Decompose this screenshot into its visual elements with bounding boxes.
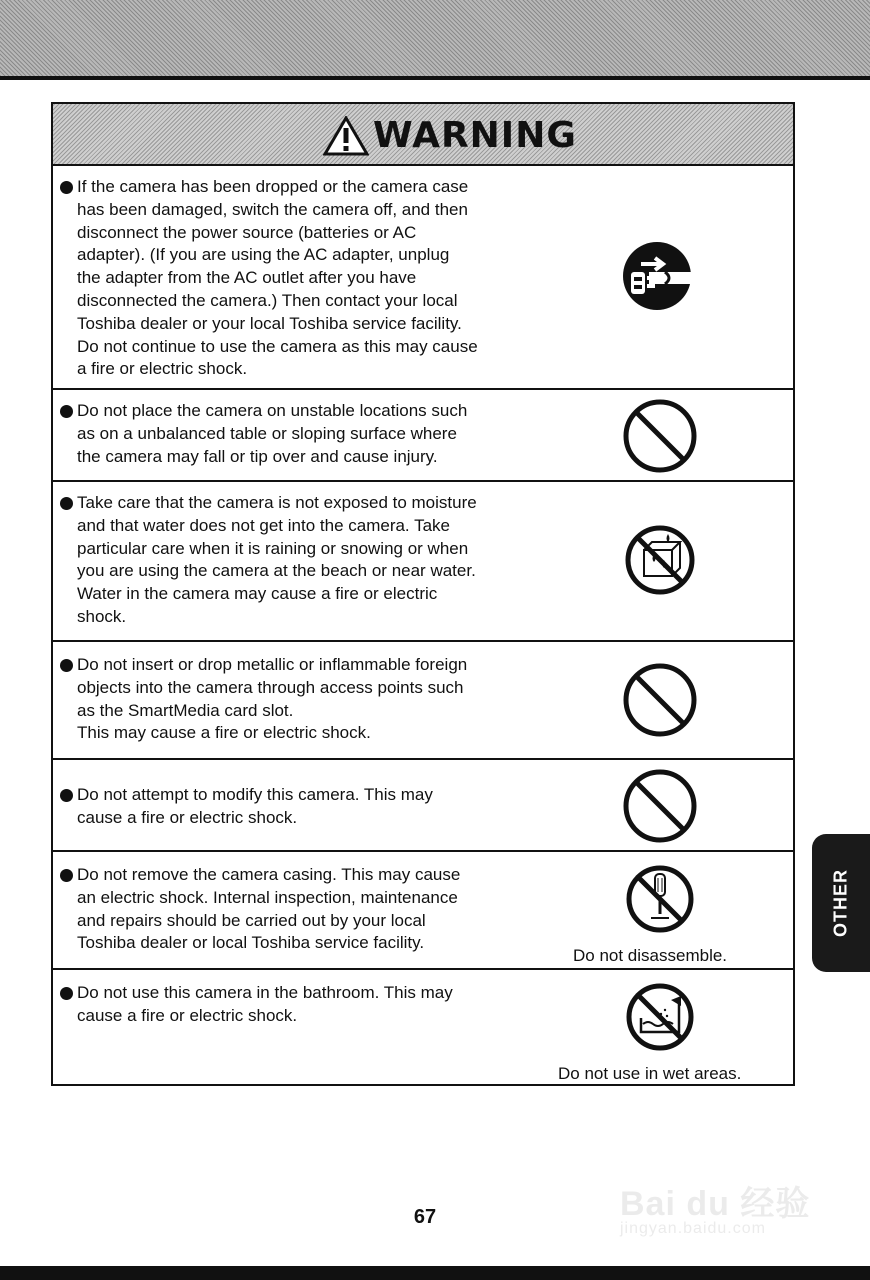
text-line: Toshiba dealer or local Toshiba service facility. bbox=[77, 933, 425, 953]
text-line: Do not attempt to modify this camera. This may bbox=[77, 785, 433, 804]
text-line: and repairs should be carried out by your local bbox=[77, 910, 426, 930]
warning-row-7 bbox=[53, 970, 793, 1086]
text-line: as on a unbalanced table or sloping surface where bbox=[77, 423, 457, 443]
warning-header bbox=[53, 104, 793, 166]
text-line: Water in the camera may cause a fire or electric bbox=[77, 584, 438, 604]
bullet-icon bbox=[60, 405, 73, 418]
warning-text-6 bbox=[77, 864, 527, 955]
text-line: Do not place the camera on unstable locations such bbox=[77, 401, 468, 420]
no-water-icon bbox=[624, 524, 696, 596]
bullet-icon bbox=[60, 497, 73, 510]
top-rule bbox=[0, 76, 870, 80]
text-line: This may cause a fire or electric shock. bbox=[77, 723, 371, 743]
text-line: particular care when it is raining or snowing or when bbox=[77, 538, 469, 558]
text-line: has been damaged, switch the camera off, and then bbox=[77, 199, 468, 219]
text-line: a fire or electric shock. bbox=[77, 359, 248, 379]
warning-text-3 bbox=[77, 492, 527, 629]
bullet-icon bbox=[60, 869, 73, 882]
text-line: shock. bbox=[77, 606, 127, 626]
watermark-url: jingyan.baidu.com bbox=[620, 1220, 766, 1237]
text-line: the camera may fall or tip over and cause injury. bbox=[77, 446, 438, 466]
warning-text-7 bbox=[77, 982, 527, 1028]
warning-triangle-icon bbox=[323, 116, 369, 156]
warning-row-5 bbox=[53, 760, 793, 852]
text-line: an electric shock. Internal inspection, maintenance bbox=[77, 887, 458, 907]
text-line: cause a fire or electric shock. bbox=[77, 807, 298, 827]
text-line: disconnected the camera.) Then contact your local bbox=[77, 290, 458, 310]
text-line: Take care that the camera is not exposed to moisture bbox=[77, 493, 477, 512]
warning-row-3 bbox=[53, 482, 793, 642]
icon-caption: Do not disassemble. bbox=[573, 946, 728, 965]
prohibition-icon bbox=[622, 768, 698, 844]
bottom-rule bbox=[0, 1266, 870, 1280]
text-line: cause a fire or electric shock. bbox=[77, 1005, 298, 1025]
prohibition-icon bbox=[622, 662, 698, 738]
text-line: the adapter from the AC outlet after you have bbox=[77, 268, 417, 288]
text-line: adapter). (If you are using the AC adapter, unplug bbox=[77, 245, 450, 265]
watermark bbox=[620, 1150, 820, 1250]
section-tab-label: OTHER bbox=[830, 869, 851, 937]
no-wet-areas-icon bbox=[625, 982, 695, 1052]
text-line: Toshiba dealer or your local Toshiba service facility. bbox=[77, 313, 462, 333]
section-tab-other[interactable] bbox=[812, 834, 870, 972]
text-line: Do not remove the camera casing. This may cause bbox=[77, 865, 461, 884]
page-number: 67 bbox=[413, 1206, 437, 1228]
text-line: as the SmartMedia card slot. bbox=[77, 700, 294, 720]
warning-text-4 bbox=[77, 654, 527, 745]
watermark-brand: Bai du 经验 bbox=[620, 1185, 811, 1223]
warning-text-2 bbox=[77, 400, 527, 468]
warning-row-4 bbox=[53, 642, 793, 760]
warning-row-6 bbox=[53, 852, 793, 970]
text-line: you are using the camera at the beach or near water. bbox=[77, 561, 476, 581]
unplug-icon bbox=[621, 240, 693, 312]
text-line: Do not insert or drop metallic or inflammable foreign bbox=[77, 655, 468, 674]
text-line: Do not use this camera in the bathroom. This may bbox=[77, 983, 453, 1002]
bullet-icon bbox=[60, 789, 73, 802]
top-pattern-band bbox=[0, 0, 870, 76]
bullet-icon bbox=[60, 181, 73, 194]
warning-row-2 bbox=[53, 390, 793, 482]
warning-title: WARNING bbox=[373, 115, 577, 156]
text-line: objects into the camera through access points such bbox=[77, 677, 464, 697]
text-line: If the camera has been dropped or the camera case bbox=[77, 177, 469, 196]
text-line: disconnect the power source (batteries or AC bbox=[77, 222, 417, 242]
warning-text-5 bbox=[77, 784, 527, 830]
no-disassemble-icon bbox=[625, 864, 695, 934]
text-line: and that water does not get into the camera. Take bbox=[77, 515, 450, 535]
prohibition-icon bbox=[622, 398, 698, 474]
bullet-icon bbox=[60, 659, 73, 672]
text-line: Do not continue to use the camera as this may cause bbox=[77, 336, 478, 356]
icon-caption: Do not use in wet areas. bbox=[558, 1064, 742, 1083]
warning-row-1 bbox=[53, 166, 793, 390]
warning-text-1 bbox=[77, 176, 527, 381]
warning-table bbox=[51, 102, 795, 1086]
bullet-icon bbox=[60, 987, 73, 1000]
